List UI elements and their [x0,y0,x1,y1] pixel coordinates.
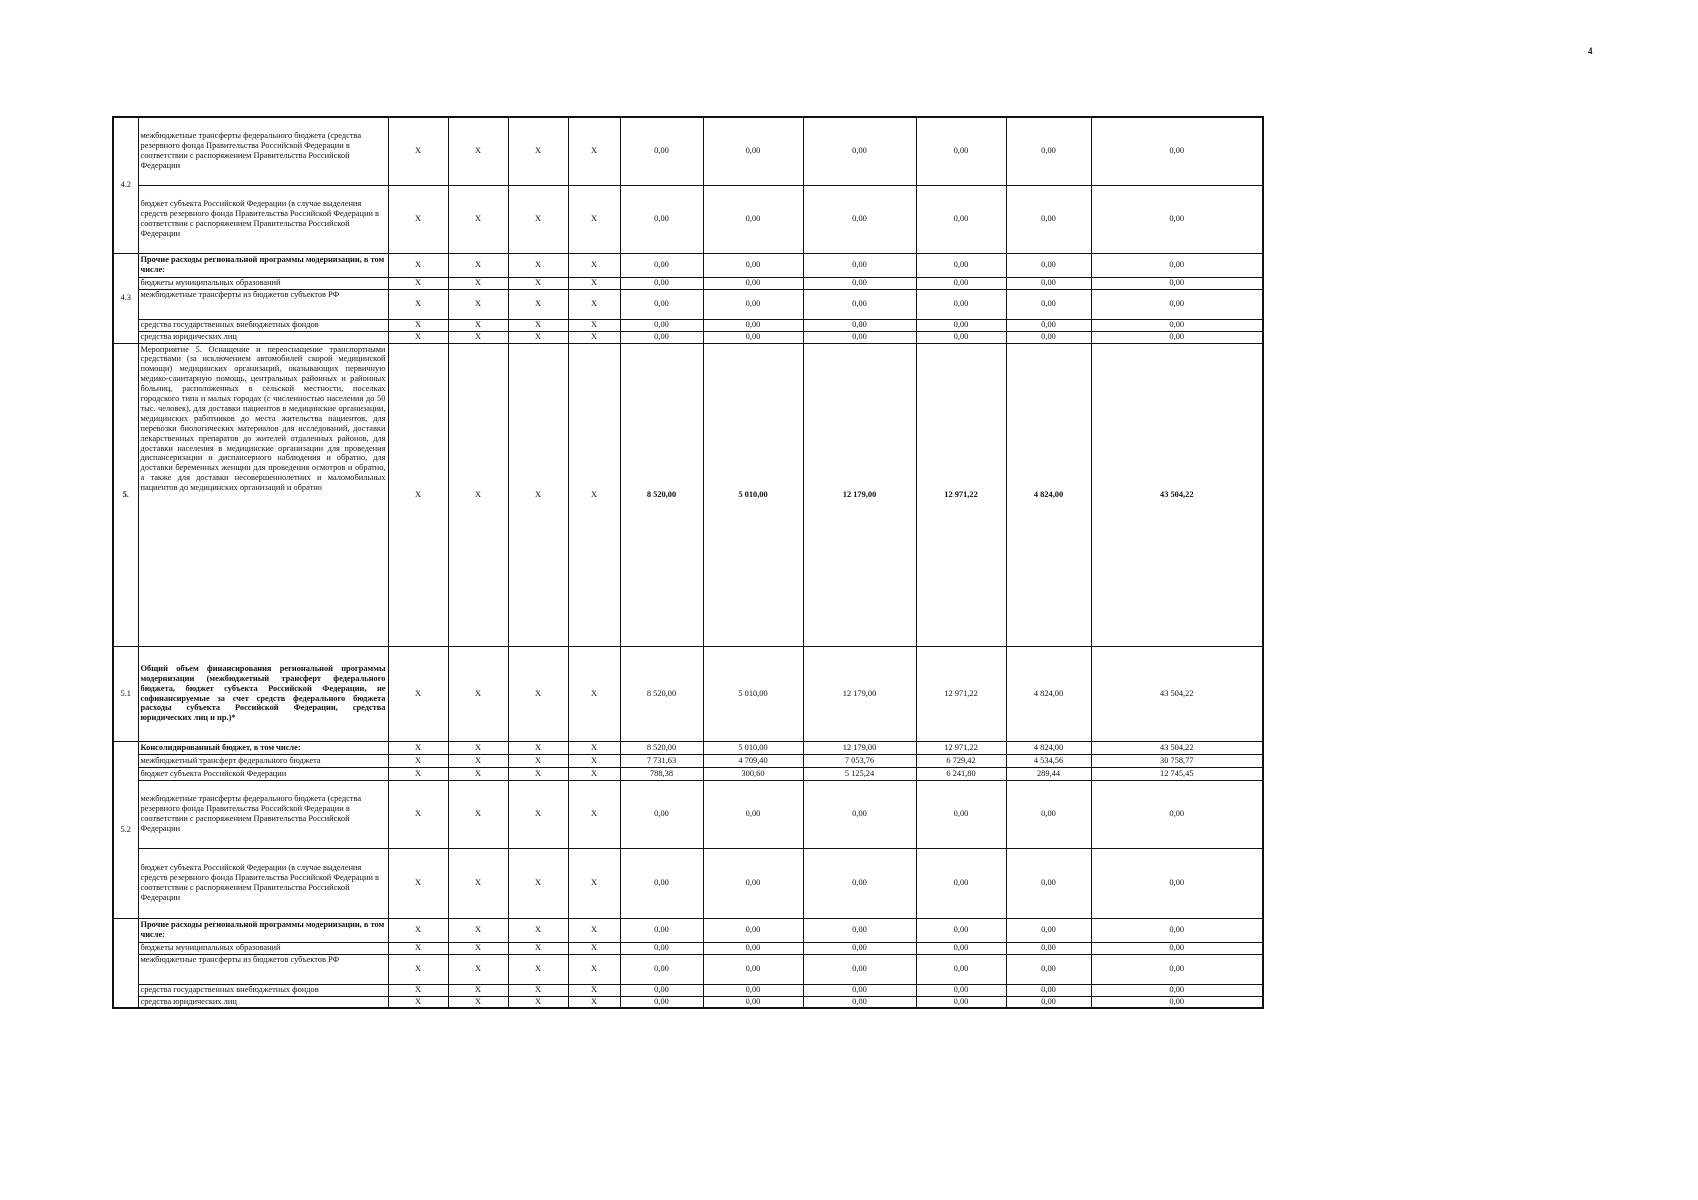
x-cell: X [448,253,508,277]
x-cell: X [508,289,568,319]
value-cell: 5 010,00 [703,646,803,741]
value-cell: 0,00 [1006,185,1091,253]
x-cell: X [568,767,620,780]
value-cell: 0,00 [1006,277,1091,289]
row-description: бюджеты муниципальных образований [138,277,388,289]
value-cell: 0,00 [703,984,803,996]
row-description: Общий объем финансирования региональной программы модернизации (межбюджетный трансферт федерального бюджета, бюджет субъекта Российской Федерации, не софинансируемые за счет средств федерального бюджета расходы субъекта Российской Федерации, средства юридических лиц и пр.)* [138,646,388,741]
value-cell: 0,00 [803,331,916,343]
value-cell: 0,00 [1006,984,1091,996]
value-cell: 0,00 [916,996,1006,1008]
x-cell: X [448,942,508,954]
value-cell: 30 758,77 [1091,754,1263,767]
value-cell: 4 534,56 [1006,754,1091,767]
x-cell: X [568,954,620,984]
value-cell: 0,00 [803,848,916,918]
value-cell: 43 504,22 [1091,343,1263,646]
value-cell: 0,00 [620,319,703,331]
value-cell: 0,00 [620,942,703,954]
x-cell: X [448,117,508,185]
x-cell: X [388,185,448,253]
x-cell: X [388,954,448,984]
value-cell: 0,00 [803,289,916,319]
x-cell: X [508,754,568,767]
value-cell: 0,00 [1091,918,1263,942]
x-cell: X [388,253,448,277]
value-cell: 0,00 [1006,954,1091,984]
x-cell: X [448,319,508,331]
x-cell: X [568,754,620,767]
value-cell: 0,00 [620,984,703,996]
value-cell: 4 709,40 [703,754,803,767]
x-cell: X [448,767,508,780]
x-cell: X [448,185,508,253]
value-cell: 8 520,00 [620,741,703,754]
row-description: межбюджетные трансферты из бюджетов субъектов РФ [138,954,388,984]
x-cell: X [568,331,620,343]
x-cell: X [508,331,568,343]
x-cell: X [508,319,568,331]
value-cell: 0,00 [803,319,916,331]
value-cell: 8 520,00 [620,646,703,741]
x-cell: X [508,646,568,741]
x-cell: X [568,646,620,741]
value-cell: 5 125,24 [803,767,916,780]
value-cell: 12 179,00 [803,741,916,754]
value-cell: 0,00 [1006,780,1091,848]
x-cell: X [568,253,620,277]
table-row [113,848,1263,918]
x-cell: X [568,996,620,1008]
table-row [113,117,1263,185]
budget-table [112,116,1264,1009]
row-description: средства юридических лиц [138,996,388,1008]
x-cell: X [388,754,448,767]
value-cell: 5 010,00 [703,343,803,646]
table-row [113,754,1263,767]
value-cell: 0,00 [916,918,1006,942]
value-cell: 12 971,22 [916,343,1006,646]
table-row [113,646,1263,741]
value-cell: 0,00 [803,954,916,984]
value-cell: 0,00 [703,277,803,289]
x-cell: X [388,942,448,954]
x-cell: X [388,319,448,331]
value-cell: 0,00 [1091,185,1263,253]
row-number: 5. [113,343,138,646]
value-cell: 7 731,63 [620,754,703,767]
x-cell: X [508,984,568,996]
value-cell: 0,00 [703,331,803,343]
value-cell: 12 745,45 [1091,767,1263,780]
x-cell: X [448,848,508,918]
x-cell: X [448,289,508,319]
value-cell: 0,00 [620,117,703,185]
value-cell: 0,00 [916,780,1006,848]
row-description: Консолидированный бюджет, в том числе: [138,741,388,754]
value-cell: 0,00 [916,253,1006,277]
value-cell: 6 729,42 [916,754,1006,767]
value-cell: 0,00 [1091,253,1263,277]
value-cell: 0,00 [1006,253,1091,277]
value-cell: 0,00 [1091,319,1263,331]
x-cell: X [568,848,620,918]
x-cell: X [508,117,568,185]
value-cell: 0,00 [916,289,1006,319]
value-cell: 0,00 [1006,319,1091,331]
table-row [113,253,1263,277]
value-cell: 0,00 [916,331,1006,343]
x-cell: X [448,954,508,984]
x-cell: X [508,767,568,780]
table-row [113,289,1263,319]
row-description: межбюджетные трансферты из бюджетов субъектов РФ [138,289,388,319]
value-cell: 0,00 [1006,996,1091,1008]
value-cell: 43 504,22 [1091,646,1263,741]
x-cell: X [508,848,568,918]
table-row [113,343,1263,646]
value-cell: 43 504,22 [1091,741,1263,754]
x-cell: X [388,289,448,319]
value-cell: 0,00 [703,954,803,984]
table-row [113,996,1263,1008]
x-cell: X [508,185,568,253]
value-cell: 0,00 [703,918,803,942]
row-description: Прочие расходы региональной программы модернизации, в том числе: [138,918,388,942]
x-cell: X [388,343,448,646]
value-cell: 0,00 [620,277,703,289]
x-cell: X [388,918,448,942]
table-row [113,319,1263,331]
value-cell: 289,44 [1006,767,1091,780]
x-cell: X [448,754,508,767]
row-description: Мероприятие 5. Оснащение и переоснащение транспортными средствами (за исключением автомобилей скорой медицинской помощи) медицинских организаций, оказывающих первичную медико-санитарную помощь, центральных районных и районных больниц, расположенных в сельской местности, поселках городского типа и малых городах (с численностью населения до 50 тыс. человек), для доставки пациентов в медицинские организации, медицинских работников до места жительства пациентов, для перевозки биологических материалов для исследований, доставки лекарственных препаратов до жителей отдаленных районов, для доставки населения в медицинские организации для проведения диспансеризации и диспансерного наблюдения и обратно, для доставки беременных женщин для проведения осмотров и обратно, а также для доставки несовершеннолетних и маломобильных пациентов до медицинских организаций и обратно [138,343,388,646]
value-cell: 0,00 [1091,954,1263,984]
value-cell: 0,00 [703,780,803,848]
value-cell: 0,00 [1091,848,1263,918]
value-cell: 0,00 [620,185,703,253]
value-cell: 0,00 [1091,117,1263,185]
value-cell: 0,00 [703,996,803,1008]
value-cell: 5 010,00 [703,741,803,754]
row-description: средства юридических лиц [138,331,388,343]
page-number: 4 [1588,46,1593,56]
x-cell: X [388,117,448,185]
x-cell: X [568,343,620,646]
value-cell: 12 971,22 [916,646,1006,741]
value-cell: 0,00 [620,253,703,277]
value-cell: 0,00 [803,918,916,942]
x-cell: X [568,185,620,253]
value-cell: 0,00 [620,918,703,942]
x-cell: X [388,848,448,918]
value-cell: 0,00 [1006,942,1091,954]
value-cell: 0,00 [1091,942,1263,954]
table-row [113,331,1263,343]
value-cell: 0,00 [703,185,803,253]
value-cell: 0,00 [620,780,703,848]
value-cell: 7 053,76 [803,754,916,767]
x-cell: X [388,996,448,1008]
value-cell: 0,00 [916,954,1006,984]
value-cell: 0,00 [703,117,803,185]
x-cell: X [388,767,448,780]
x-cell: X [388,277,448,289]
row-number: 4.2 [113,117,138,253]
value-cell: 300,60 [703,767,803,780]
value-cell: 0,00 [703,848,803,918]
row-description: бюджеты муниципальных образований [138,942,388,954]
value-cell: 0,00 [1091,277,1263,289]
row-number: 5.1 [113,646,138,741]
value-cell: 4 824,00 [1006,343,1091,646]
value-cell: 0,00 [916,848,1006,918]
value-cell: 0,00 [620,996,703,1008]
x-cell: X [448,918,508,942]
table-row [113,984,1263,996]
x-cell: X [568,289,620,319]
x-cell: X [568,918,620,942]
value-cell: 0,00 [916,942,1006,954]
x-cell: X [508,343,568,646]
table-row [113,277,1263,289]
table-row [113,767,1263,780]
value-cell: 0,00 [803,277,916,289]
x-cell: X [388,780,448,848]
value-cell: 0,00 [1006,117,1091,185]
value-cell: 0,00 [803,117,916,185]
value-cell: 12 971,22 [916,741,1006,754]
row-description: средства государственных внебюджетных фондов [138,984,388,996]
x-cell: X [388,984,448,996]
x-cell: X [448,343,508,646]
table-row [113,954,1263,984]
table-row [113,185,1263,253]
x-cell: X [568,942,620,954]
value-cell: 0,00 [916,277,1006,289]
x-cell: X [448,331,508,343]
x-cell: X [568,117,620,185]
budget-table-container [112,116,1262,1009]
value-cell: 0,00 [803,780,916,848]
value-cell: 0,00 [703,289,803,319]
value-cell: 0,00 [620,954,703,984]
value-cell: 0,00 [1091,780,1263,848]
x-cell: X [568,741,620,754]
x-cell: X [448,996,508,1008]
row-description: бюджет субъекта Российской Федерации (в случае выделения средств резервного фонда Правительства Российской Федерации в соответствии с распоряжением Правительства Российской Федерации [138,185,388,253]
value-cell: 0,00 [803,253,916,277]
table-row [113,918,1263,942]
row-description: средства государственных внебюджетных фондов [138,319,388,331]
x-cell: X [568,319,620,331]
x-cell: X [508,942,568,954]
value-cell: 0,00 [1091,984,1263,996]
value-cell: 0,00 [1006,331,1091,343]
value-cell: 4 824,00 [1006,741,1091,754]
value-cell: 0,00 [703,319,803,331]
value-cell: 788,38 [620,767,703,780]
x-cell: X [508,741,568,754]
row-number: 4.3 [113,253,138,343]
table-row [113,780,1263,848]
value-cell: 0,00 [1091,289,1263,319]
value-cell: 8 520,00 [620,343,703,646]
x-cell: X [508,277,568,289]
value-cell: 0,00 [916,984,1006,996]
x-cell: X [508,253,568,277]
row-description: бюджет субъекта Российской Федерации (в случае выделения средств резервного фонда Правительства Российской Федерации в соответствии с распоряжением Правительства Российской Федерации [138,848,388,918]
value-cell: 12 179,00 [803,343,916,646]
value-cell: 0,00 [803,185,916,253]
value-cell: 0,00 [916,319,1006,331]
value-cell: 0,00 [1091,331,1263,343]
value-cell: 0,00 [620,848,703,918]
x-cell: X [508,918,568,942]
x-cell: X [448,984,508,996]
x-cell: X [388,741,448,754]
x-cell: X [508,996,568,1008]
value-cell: 4 824,00 [1006,646,1091,741]
x-cell: X [448,741,508,754]
value-cell: 12 179,00 [803,646,916,741]
value-cell: 0,00 [803,984,916,996]
x-cell: X [508,780,568,848]
table-row [113,741,1263,754]
value-cell: 0,00 [916,185,1006,253]
value-cell: 0,00 [620,331,703,343]
value-cell: 0,00 [620,289,703,319]
value-cell: 0,00 [1006,918,1091,942]
value-cell: 0,00 [703,942,803,954]
x-cell: X [448,646,508,741]
row-number: 5.2 [113,741,138,918]
row-description: Прочие расходы региональной программы модернизации, в том числе: [138,253,388,277]
x-cell: X [568,780,620,848]
value-cell: 6 241,80 [916,767,1006,780]
x-cell: X [568,984,620,996]
table-row [113,942,1263,954]
x-cell: X [568,277,620,289]
x-cell: X [448,780,508,848]
x-cell: X [388,646,448,741]
row-number-empty [113,918,138,1008]
row-description: бюджет субъекта Российской Федерации [138,767,388,780]
x-cell: X [508,954,568,984]
value-cell: 0,00 [1006,289,1091,319]
x-cell: X [448,277,508,289]
x-cell: X [388,331,448,343]
value-cell: 0,00 [1006,848,1091,918]
value-cell: 0,00 [703,253,803,277]
row-description: межбюджетные трансферты федерального бюджета (средства резервного фонда Правительства Российской Федерации в соответствии с распоряжением Правительства Российской Федерации [138,117,388,185]
value-cell: 0,00 [803,942,916,954]
value-cell: 0,00 [803,996,916,1008]
value-cell: 0,00 [1091,996,1263,1008]
value-cell: 0,00 [916,117,1006,185]
row-description: межбюджетные трансферты федерального бюджета (средства резервного фонда Правительства Российской Федерации в соответствии с распоряжением Правительства Российской Федерации [138,780,388,848]
row-description: межбюджетный трансферт федерального бюджета [138,754,388,767]
